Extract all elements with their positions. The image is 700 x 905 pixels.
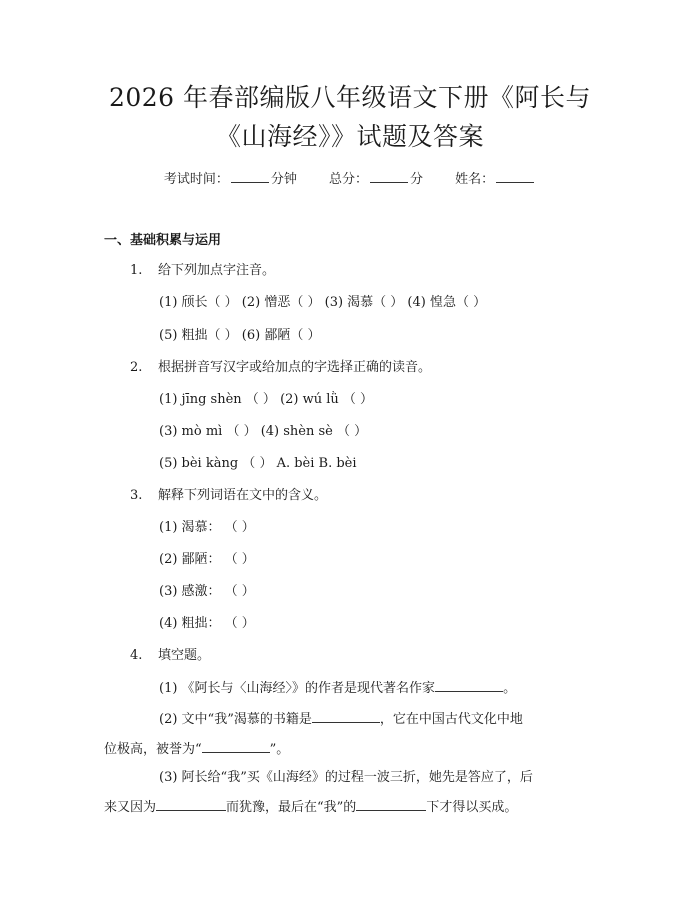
answer-blank <box>202 740 270 753</box>
q4-item-2-text-2: ，它在中国古代文化中地位极高，被誉为“ <box>104 712 523 757</box>
q1-row-2: (5) 粗拙（ ） (6) 鄙陋（ ） <box>159 328 321 343</box>
section-heading: 一、基础积累与运用 <box>104 233 222 248</box>
q4-item-3 <box>104 763 534 823</box>
exam-time-label: 考试时间： <box>163 172 229 187</box>
question-number: 2. <box>130 360 143 375</box>
total-score-unit: 分 <box>410 172 424 187</box>
q3-item-3: (3) 感激： （ ） <box>159 584 255 599</box>
exam-time-blank <box>231 170 269 183</box>
total-score-field <box>329 168 423 187</box>
q4-item-2 <box>104 705 534 765</box>
name-blank <box>496 170 534 183</box>
question-prompt: 给下列加点字注音。 <box>158 263 276 278</box>
q3-item-4: (4) 粗拙： （ ） <box>159 616 255 631</box>
q4-item-3-text-2: 而犹豫，最后在“我”的 <box>226 800 357 815</box>
question-1 <box>130 262 275 280</box>
q2-row-3: (5) bèi kàng （ ） A. bèi B. bèi <box>159 456 357 471</box>
q3-item-2: (2) 鄙陋： （ ） <box>159 552 255 567</box>
question-prompt: 根据拼音写汉字或给加点的字选择正确的读音。 <box>158 360 432 375</box>
q4-item-3-text: (3) 阿长给“我”买《山海经》的过程一波三折，她先是答应了，后来又因为 <box>104 770 533 815</box>
q4-item-2-end: ”。 <box>269 742 290 757</box>
question-3 <box>130 487 327 505</box>
q4-item-1 <box>159 679 516 698</box>
name-field <box>455 168 536 187</box>
question-number: 4. <box>130 648 143 663</box>
q2-row-1: (1) jīng shèn （ ） (2) wú lǜ （ ） <box>159 392 374 407</box>
answer-blank <box>356 798 426 811</box>
q1-row-1: (1) 颀长（ ） (2) 憎恶（ ） (3) 渴慕（ ） (4) 惶急（ ） <box>159 295 487 310</box>
answer-blank <box>435 679 503 692</box>
question-prompt: 解释下列词语在文中的含义。 <box>158 488 328 503</box>
total-score-blank <box>370 170 408 183</box>
answer-blank <box>156 798 226 811</box>
question-4 <box>130 647 210 665</box>
q3-item-1: (1) 渴慕： （ ） <box>159 520 255 535</box>
question-2 <box>130 359 431 377</box>
q4-item-1-text: (1) 《阿长与〈山海经〉》的作者是现代著名作家 <box>159 681 436 696</box>
q4-item-1-end: 。 <box>503 681 517 696</box>
total-score-label: 总分： <box>328 172 368 187</box>
exam-time-field <box>164 168 297 187</box>
question-number: 3. <box>130 488 143 503</box>
q2-row-2: (3) mò mì （ ） (4) shèn sè （ ） <box>159 424 368 439</box>
q4-item-3-end: 下才得以买成。 <box>426 800 518 815</box>
question-prompt: 填空题。 <box>158 648 211 663</box>
q4-item-2-text: (2) 文中“我”渴慕的书籍是 <box>159 712 312 727</box>
exam-info <box>0 168 700 187</box>
name-label: 姓名： <box>455 172 495 187</box>
page-title-line-2: 《山海经》》试题及答案 <box>215 122 484 151</box>
answer-blank <box>312 710 380 723</box>
exam-time-unit: 分钟 <box>270 172 297 187</box>
page-title-line-1: 2026 年春部编版八年级语文下册《阿长与 <box>108 83 592 112</box>
question-number: 1. <box>130 263 143 278</box>
